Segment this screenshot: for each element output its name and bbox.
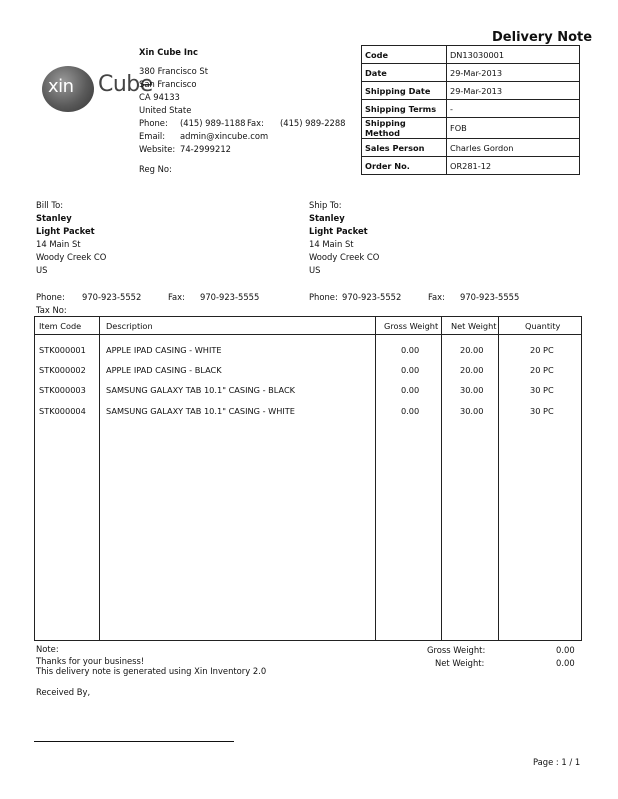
note-line: This delivery note is generated using Xin Inventory 2.0 [36,666,267,676]
signature-line [34,741,234,742]
received-by-label: Received By, [36,687,91,697]
item-net-weight: 20.00 [460,365,484,375]
item-description: SAMSUNG GALAXY TAB 10.1" CASING - WHITE [106,406,295,416]
net-weight-total-value: 0.00 [556,658,575,668]
info-row [362,139,580,157]
company-phone: (415) 989-1188 [180,118,246,128]
document-info-table [361,45,580,175]
item-gross-weight: 0.00 [401,406,420,416]
company-address-line: San Francisco [139,79,197,89]
company-fax: (415) 989-2288 [280,118,346,128]
column-divider [375,317,376,640]
bill-to-phone-label: Phone: [36,292,65,302]
info-row [362,118,580,139]
note-line: Thanks for your business! [36,656,145,666]
tax-no-label: Tax No: [36,305,67,315]
ship-to-country: US [309,265,321,275]
item-net-weight: 20.00 [460,345,484,355]
info-value: - [447,100,580,118]
gross-weight-total-label: Gross Weight: [427,645,486,655]
column-divider [99,317,100,640]
info-label: Shipping Method [362,118,447,139]
header-divider [35,334,581,335]
bill-to-fax: 970-923-5555 [200,292,260,302]
column-header-net-weight: Net Weight [451,321,497,331]
company-address-line: 380 Francisco St [139,66,209,76]
info-label: Shipping Date [362,82,447,100]
ship-to-city: Woody Creek CO [309,252,380,262]
info-label: Code [362,46,447,64]
info-value: Charles Gordon [447,139,580,157]
info-row [362,64,580,82]
bill-to-heading: Bill To: [36,200,64,210]
ship-to-fax: 970-923-5555 [460,292,520,302]
column-divider [498,317,499,640]
bill-to-company: Light Packet [36,226,95,236]
page-number: Page : 1 / 1 [533,757,581,767]
items-table [34,316,582,641]
ship-to-street: 14 Main St [309,239,354,249]
column-header-quantity: Quantity [525,321,561,331]
bill-to-city: Woody Creek CO [36,252,107,262]
company-fax-label: Fax: [247,118,264,128]
bill-to-phone: 970-923-5552 [82,292,142,302]
company-reg-label: Reg No: [139,164,172,174]
info-label: Date [362,64,447,82]
document-title: Delivery Note [492,30,593,45]
bill-to-country: US [36,265,48,275]
info-label: Order No. [362,157,447,175]
info-label: Sales Person [362,139,447,157]
column-header-item-code: Item Code [39,321,82,331]
company-website-label: Website: [139,144,176,154]
ship-to-heading: Ship To: [309,200,342,210]
company-email-label: Email: [139,131,166,141]
ship-to-name: Stanley [309,213,345,223]
item-quantity: 30 PC [530,385,554,395]
item-gross-weight: 0.00 [401,365,420,375]
info-row [362,100,580,118]
ship-to-phone: 970-923-5552 [342,292,402,302]
info-value: 29-Mar-2013 [447,64,580,82]
column-header-description: Description [106,321,153,331]
item-description: APPLE IPAD CASING - WHITE [106,345,222,355]
info-label: Shipping Terms [362,100,447,118]
item-description: APPLE IPAD CASING - BLACK [106,365,222,375]
note-label: Note: [36,644,59,654]
item-quantity: 20 PC [530,345,554,355]
company-website: 74-2999212 [180,144,231,154]
bill-to-name: Stanley [36,213,72,223]
item-gross-weight: 0.00 [401,385,420,395]
info-value: 29-Mar-2013 [447,82,580,100]
item-description: SAMSUNG GALAXY TAB 10.1" CASING - BLACK [106,385,296,395]
company-email: admin@xincube.com [180,131,269,141]
info-value: OR281-12 [447,157,580,175]
item-code: STK000001 [39,345,86,355]
info-value: DN13030001 [447,46,580,64]
company-address-line: CA 94133 [139,92,180,102]
item-quantity: 20 PC [530,365,554,375]
info-value: FOB [447,118,580,139]
company-name: Xin Cube Inc [139,47,198,57]
info-row [362,82,580,100]
logo-circle-text: xin [48,76,74,97]
net-weight-total-label: Net Weight: [435,658,485,668]
item-code: STK000004 [39,406,86,416]
item-code: STK000003 [39,385,86,395]
company-address-line: United State [139,105,192,115]
info-row [362,157,580,175]
column-header-gross-weight: Gross Weight [384,321,439,331]
company-phone-label: Phone: [139,118,168,128]
item-net-weight: 30.00 [460,385,484,395]
item-gross-weight: 0.00 [401,345,420,355]
item-quantity: 30 PC [530,406,554,416]
bill-to-street: 14 Main St [36,239,81,249]
gross-weight-total-value: 0.00 [556,645,575,655]
ship-to-fax-label: Fax: [428,292,445,302]
bill-to-fax-label: Fax: [168,292,185,302]
ship-to-phone-label: Phone: [309,292,338,302]
logo-side-text: Cube [98,72,153,97]
item-code: STK000002 [39,365,86,375]
column-divider [441,317,442,640]
ship-to-company: Light Packet [309,226,368,236]
company-logo [38,62,153,114]
info-row [362,46,580,64]
item-net-weight: 30.00 [460,406,484,416]
